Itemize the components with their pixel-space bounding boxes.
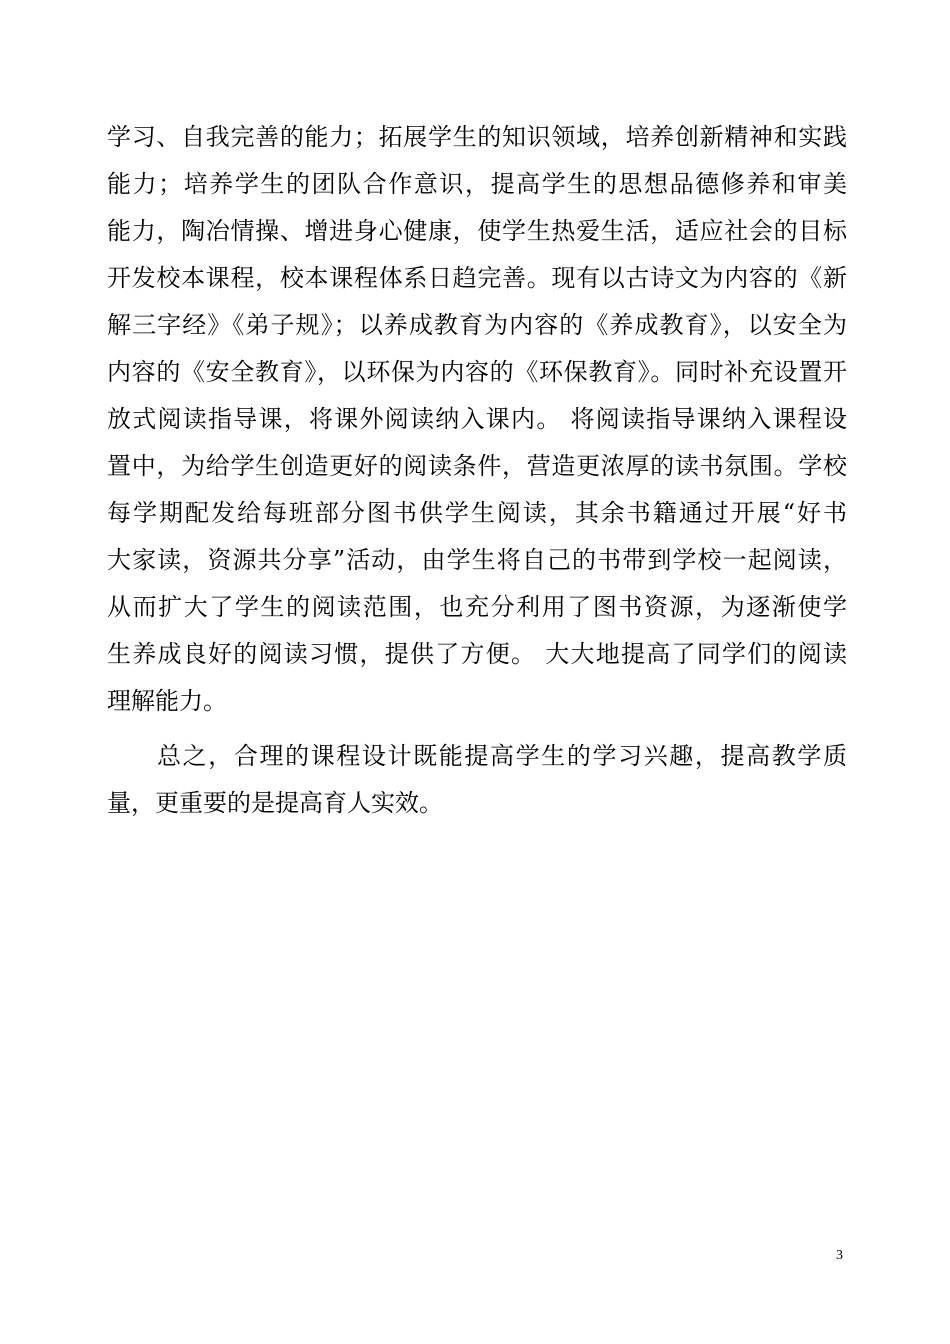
text-line: 每学期配发给每班部分图书供学生阅读，其余书籍通过开展“好书: [107, 499, 847, 527]
text-line: 能力，陶冶情操、增进身心健康，使学生热爱生活，适应社会的目标: [107, 217, 847, 245]
paragraph-spacer: [107, 725, 847, 733]
text-line: 解三字经》《弟子规》；以养成教育为内容的《养成教育》，以安全为: [107, 311, 847, 339]
text-line: 量，更重要的是提高育人实效。: [107, 789, 443, 817]
text-line: 学习、自我完善的能力；拓展学生的知识领域，培养创新精神和实践: [107, 123, 847, 151]
text-line: 总之，合理的课程设计既能提高学生的学习兴趣，提高教学质: [157, 742, 847, 770]
text-line: 能力；培养学生的团队合作意识，提高学生的思想品德修养和审美: [107, 170, 847, 198]
text-line: 生养成良好的阅读习惯，提供了方便。 大大地提高了同学们的阅读: [107, 640, 847, 668]
text-line: 理解能力。: [107, 687, 227, 715]
text-line: 大家读，资源共分享”活动，由学生将自己的书带到学校一起阅读，: [107, 546, 847, 574]
page-number: 3: [836, 1248, 843, 1263]
text-line: 内容的《安全教育》，以环保为内容的《环保教育》。同时补充设置开: [107, 358, 847, 386]
paragraph-1: [107, 114, 847, 725]
paragraph-2: [107, 733, 847, 827]
text-line: 开发校本课程，校本课程体系日趋完善。现有以古诗文为内容的《新: [107, 264, 847, 292]
body-text: [107, 114, 847, 827]
text-line: 置中，为给学生创造更好的阅读条件，营造更浓厚的读书氛围。学校: [107, 452, 847, 480]
text-line: 放式阅读指导课，将课外阅读纳入课内。 将阅读指导课纳入课程设: [107, 405, 847, 433]
text-line: 从而扩大了学生的阅读范围，也充分利用了图书资源，为逐渐使学: [107, 593, 847, 621]
